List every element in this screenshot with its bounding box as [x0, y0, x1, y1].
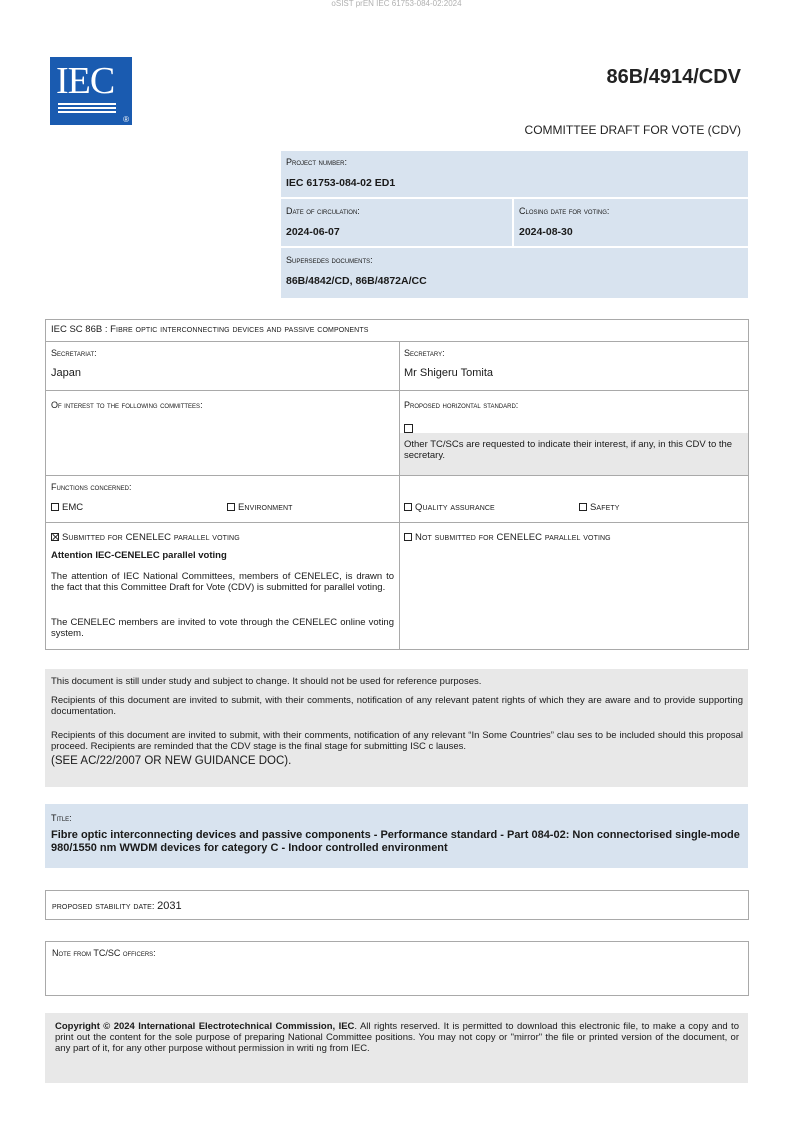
submitted-label: Submitted for CENELEC parallel voting [62, 532, 240, 543]
secretary-value: Mr Shigeru Tomita [404, 367, 494, 379]
committee-table [45, 319, 749, 650]
iec-logo-text: IEC [56, 60, 115, 102]
supersedes-value: 86B/4842/CD, 86B/4872A/CC [286, 275, 427, 287]
emc-checkbox[interactable] [51, 503, 59, 511]
supersedes-label: Supersedes documents: [286, 255, 373, 265]
copyright-owner: Copyright © 2024 International Electrotechnical Commission, IEC [55, 1021, 355, 1032]
circulation-date-value: 2024-06-07 [286, 226, 340, 238]
title-box [45, 804, 748, 868]
interest-label: Of interest to the following committees: [51, 400, 203, 410]
submitted-checkbox[interactable] [51, 533, 59, 541]
quality-checkbox[interactable] [404, 503, 412, 511]
function-quality[interactable] [404, 502, 495, 513]
notice-paragraph-3: Recipients of this document are invited to submit, with their comments, notification of any relevant “In Some Countries” clau ses to be included should this proposal proceed. Recipients are reminded that the CDV stage is the final stage for submitting ISC c lauses. [51, 730, 743, 752]
notice-paragraph-1: This document is still under study and subject to change. It should not be used for reference purposes. [51, 676, 482, 687]
iec-logo [50, 57, 132, 125]
notice-box [45, 669, 748, 787]
notice-guidance: (SEE AC/22/2007 OR NEW GUIDANCE DOC). [51, 755, 292, 767]
stability-box [45, 890, 749, 920]
registered-mark: ® [123, 115, 129, 124]
officers-note-box [45, 941, 749, 996]
secretary-label: Secretary: [404, 348, 445, 358]
project-number-cell [281, 151, 748, 197]
watermark: oSIST prEN IEC 61753-084-02:2024 [331, 0, 462, 8]
project-number-label: Project number: [286, 157, 348, 167]
copyright-body: . All rights reserved. It is permitted to download this electronic file, to make a copy and to print out the content for the sole purpose of preparing National Committee positions. You may not copy or "mirror" the file or printed version of the document, or any part of it, for any other purpose without permission in writi ng from IEC. [55, 1021, 739, 1054]
closing-date-cell [514, 199, 748, 246]
function-safety-label: Safety [590, 502, 620, 513]
document-type: COMMITTEE DRAFT FOR VOTE (CDV) [524, 123, 741, 137]
sc-title: Fibre optic interconnecting devices and passive components [110, 324, 369, 335]
supersedes-cell [281, 248, 748, 298]
closing-date-label: Closing date for voting: [519, 206, 610, 216]
function-emc-label: EMC [62, 502, 84, 513]
project-number-value: IEC 61753-084-02 ED1 [286, 177, 396, 189]
submitted-cenelec[interactable] [51, 532, 240, 543]
stability-value: 2031 [157, 900, 182, 912]
function-quality-label: Quality assurance [415, 502, 495, 513]
sc-heading [51, 324, 368, 335]
copyright-text [55, 1021, 739, 1054]
circulation-date-label: Date of circulation: [286, 206, 360, 216]
function-environment[interactable] [227, 502, 293, 513]
function-emc[interactable] [51, 502, 83, 513]
horizontal-label: Proposed horizontal standard: [404, 400, 519, 410]
sc-prefix: IEC SC 86B : [51, 324, 111, 335]
iec-logo-lines [58, 103, 116, 113]
environment-checkbox[interactable] [227, 503, 235, 511]
circulation-date-cell [281, 199, 512, 246]
functions-label: Functions concerned: [51, 482, 132, 492]
document-number: 86B/4914/CDV [606, 66, 741, 88]
horizontal-note-cell [399, 433, 748, 475]
horizontal-note: Other TC/SCs are requested to indicate their interest, if any, in this CDV to the secretary. [404, 439, 733, 461]
stability-line [52, 900, 182, 912]
attention-paragraph-2: The CENELEC members are invited to vote through the CENELEC online voting system. [51, 617, 394, 639]
copyright-box [45, 1013, 748, 1083]
attention-title: Attention IEC-CENELEC parallel voting [51, 550, 227, 561]
not-submitted-checkbox[interactable] [404, 533, 412, 541]
not-submitted-label: Not submitted for CENELEC parallel voting [415, 532, 611, 543]
closing-date-value: 2024-08-30 [519, 226, 573, 238]
title-label: Title: [51, 813, 72, 823]
function-safety[interactable] [579, 502, 620, 513]
officers-note-label: Note from TC/SC officers: [52, 948, 156, 958]
secretariat-value: Japan [51, 367, 81, 379]
stability-label: proposed stability date: [52, 901, 155, 912]
title-text: Fibre optic interconnecting devices and passive components - Performance standard - Part 084-02: Non connectorised single-mode 980/1550 nm WWDM devices for category C - Indoor controlled environment [51, 829, 740, 854]
function-environment-label: Environment [238, 502, 293, 513]
not-submitted-cenelec[interactable] [404, 532, 611, 543]
safety-checkbox[interactable] [579, 503, 587, 511]
secretariat-label: Secretariat: [51, 348, 97, 358]
attention-paragraph-1: The attention of IEC National Committees, members of CENELEC, is drawn to the fact that this Committee Draft for Vote (CDV) is submitted for parallel voting. [51, 571, 394, 593]
notice-paragraph-2: Recipients of this document are invited to submit, with their comments, notification of any relevant patent rights of which they are aware and to provide supporting documentation. [51, 695, 743, 717]
